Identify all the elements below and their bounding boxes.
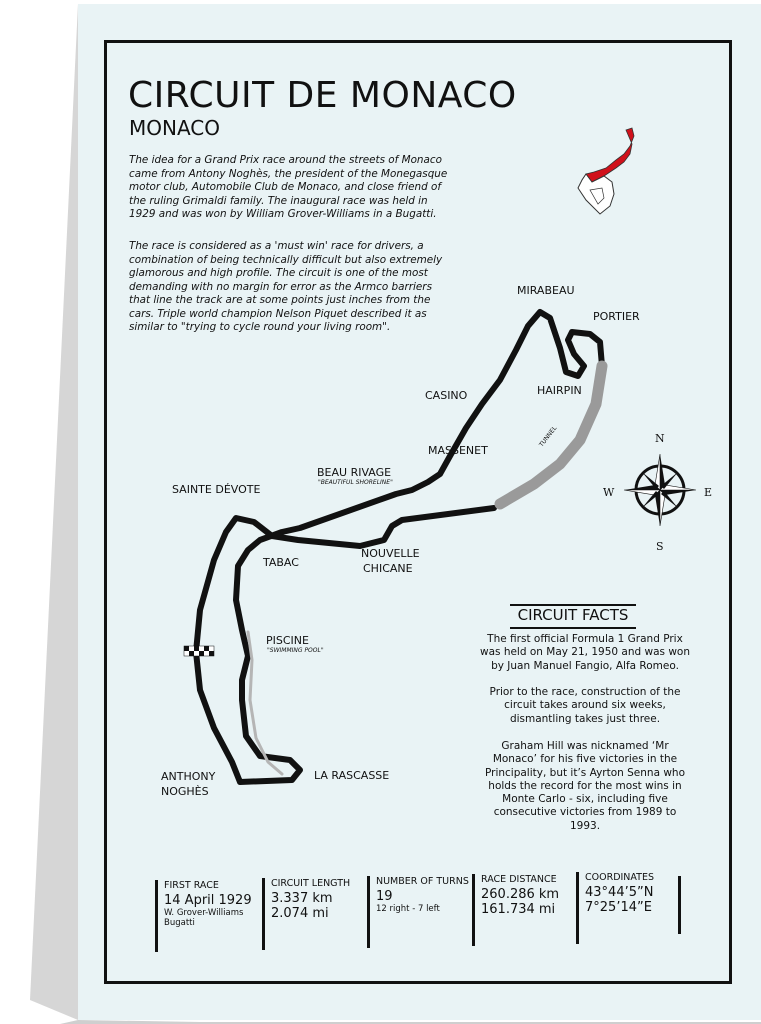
start-finish-line [184, 646, 214, 656]
facts-heading: CIRCUIT FACTS [517, 606, 629, 624]
fact-3: Graham Hill was nicknamed ‘Mr Monaco’ for his five victories in the Principality, but it’s Ayrton Senna who holds the record for the most wins in Monte Carlo - six, including five consecutive victories from 1989 to 1993. [484, 740, 686, 832]
corner-nouvelle-chicane-2: CHICANE [363, 562, 413, 575]
stat-length-mi: 2.074 mi [271, 906, 329, 921]
stat-turns-detail: 12 right - 7 left [376, 904, 440, 914]
stat-turns-value: 19 [376, 889, 393, 904]
compass-north: N [655, 432, 665, 445]
stat-coordinates [576, 872, 654, 944]
corner-mirabeau: MIRABEAU [517, 284, 575, 297]
stat-distance-km: 260.286 km [481, 887, 560, 902]
corner-beau-rivage-sub: "BEAUTIFUL SHORELINE" [318, 479, 393, 486]
intro-paragraph-2: The race is considered as a 'must win' race for drivers, a combination of being technically difficult but also extremely glamorous and high profile. The circuit is one of the most demanding with no margin for error as the Armco barriers that line the track are at some points just inches from the cars. Triple world champion Nelson Piquet described it as similar to "trying to cycle round your living room". [129, 240, 443, 333]
stat-first-race-label: FIRST RACE [164, 880, 219, 891]
stat-first-race [155, 880, 252, 952]
compass-west: W [603, 486, 615, 499]
corner-portier: PORTIER [593, 310, 640, 323]
fact-1: The first official Formula 1 Grand Prix was held on May 21, 1950 and was won by Juan Manuel Fangio, Alfa Romeo. [479, 633, 690, 672]
stat-coords-lon: 7°25’14”E [585, 900, 652, 915]
stat-race-distance [472, 874, 559, 946]
compass-east: E [704, 486, 713, 499]
intro-paragraph-1: The idea for a Grand Prix race around the streets of Monaco came from Antony Noghès, the president of the Monegasque motor club, Automobile Club de Monaco, and close friend of the ruling Grimaldi family. The inaugural race was held in 1929 and was won by William Grover-Williams in a Bugatti. [129, 154, 448, 220]
stats-end-bar [678, 876, 681, 934]
corner-piscine: PISCINE [266, 634, 309, 647]
stat-coords-lat: 43°44’5”N [585, 885, 654, 900]
stat-first-race-date: 14 April 1929 [164, 893, 252, 908]
corner-hairpin: HAIRPIN [537, 384, 582, 397]
stat-turns [367, 876, 469, 948]
stat-distance-label: RACE DISTANCE [481, 874, 557, 885]
corner-tabac: TABAC [263, 556, 299, 569]
corner-casino: CASINO [425, 389, 468, 402]
corner-nouvelle-chicane-1: NOUVELLE [361, 547, 420, 560]
corner-piscine-sub: "SWIMMING POOL" [267, 647, 324, 654]
compass-south: S [656, 540, 664, 553]
stat-first-race-car: Bugatti [164, 918, 195, 928]
corner-anthony-noghes-2: NOGHÈS [161, 785, 209, 798]
compass-rose-icon [622, 452, 698, 528]
poster-subtitle: MONACO [129, 116, 220, 140]
corner-massenet: MASSENET [428, 444, 488, 457]
stat-length-label: CIRCUIT LENGTH [271, 878, 351, 889]
stat-turns-label: NUMBER OF TURNS [376, 876, 469, 887]
tunnel-label: TUNNEL [538, 424, 559, 449]
stat-first-race-winner: W. Grover-Williams [164, 908, 244, 918]
stat-coords-label: COORDINATES [585, 872, 655, 883]
corner-la-rascasse: LA RASCASSE [314, 769, 390, 782]
corner-anthony-noghes-1: ANTHONY [161, 770, 216, 783]
corner-sainte-devote: SAINTE DÉVOTE [172, 483, 261, 496]
stat-distance-mi: 161.734 mi [481, 902, 556, 917]
poster-title: CIRCUIT DE MONACO [128, 75, 517, 116]
fact-2: Prior to the race, construction of the circuit takes around six weeks, dismantling takes just three. [489, 686, 681, 725]
stat-circuit-length [262, 878, 350, 950]
corner-beau-rivage: BEAU RIVAGE [317, 466, 392, 479]
facts-rule-bottom [510, 627, 636, 629]
stat-length-km: 3.337 km [271, 891, 333, 906]
